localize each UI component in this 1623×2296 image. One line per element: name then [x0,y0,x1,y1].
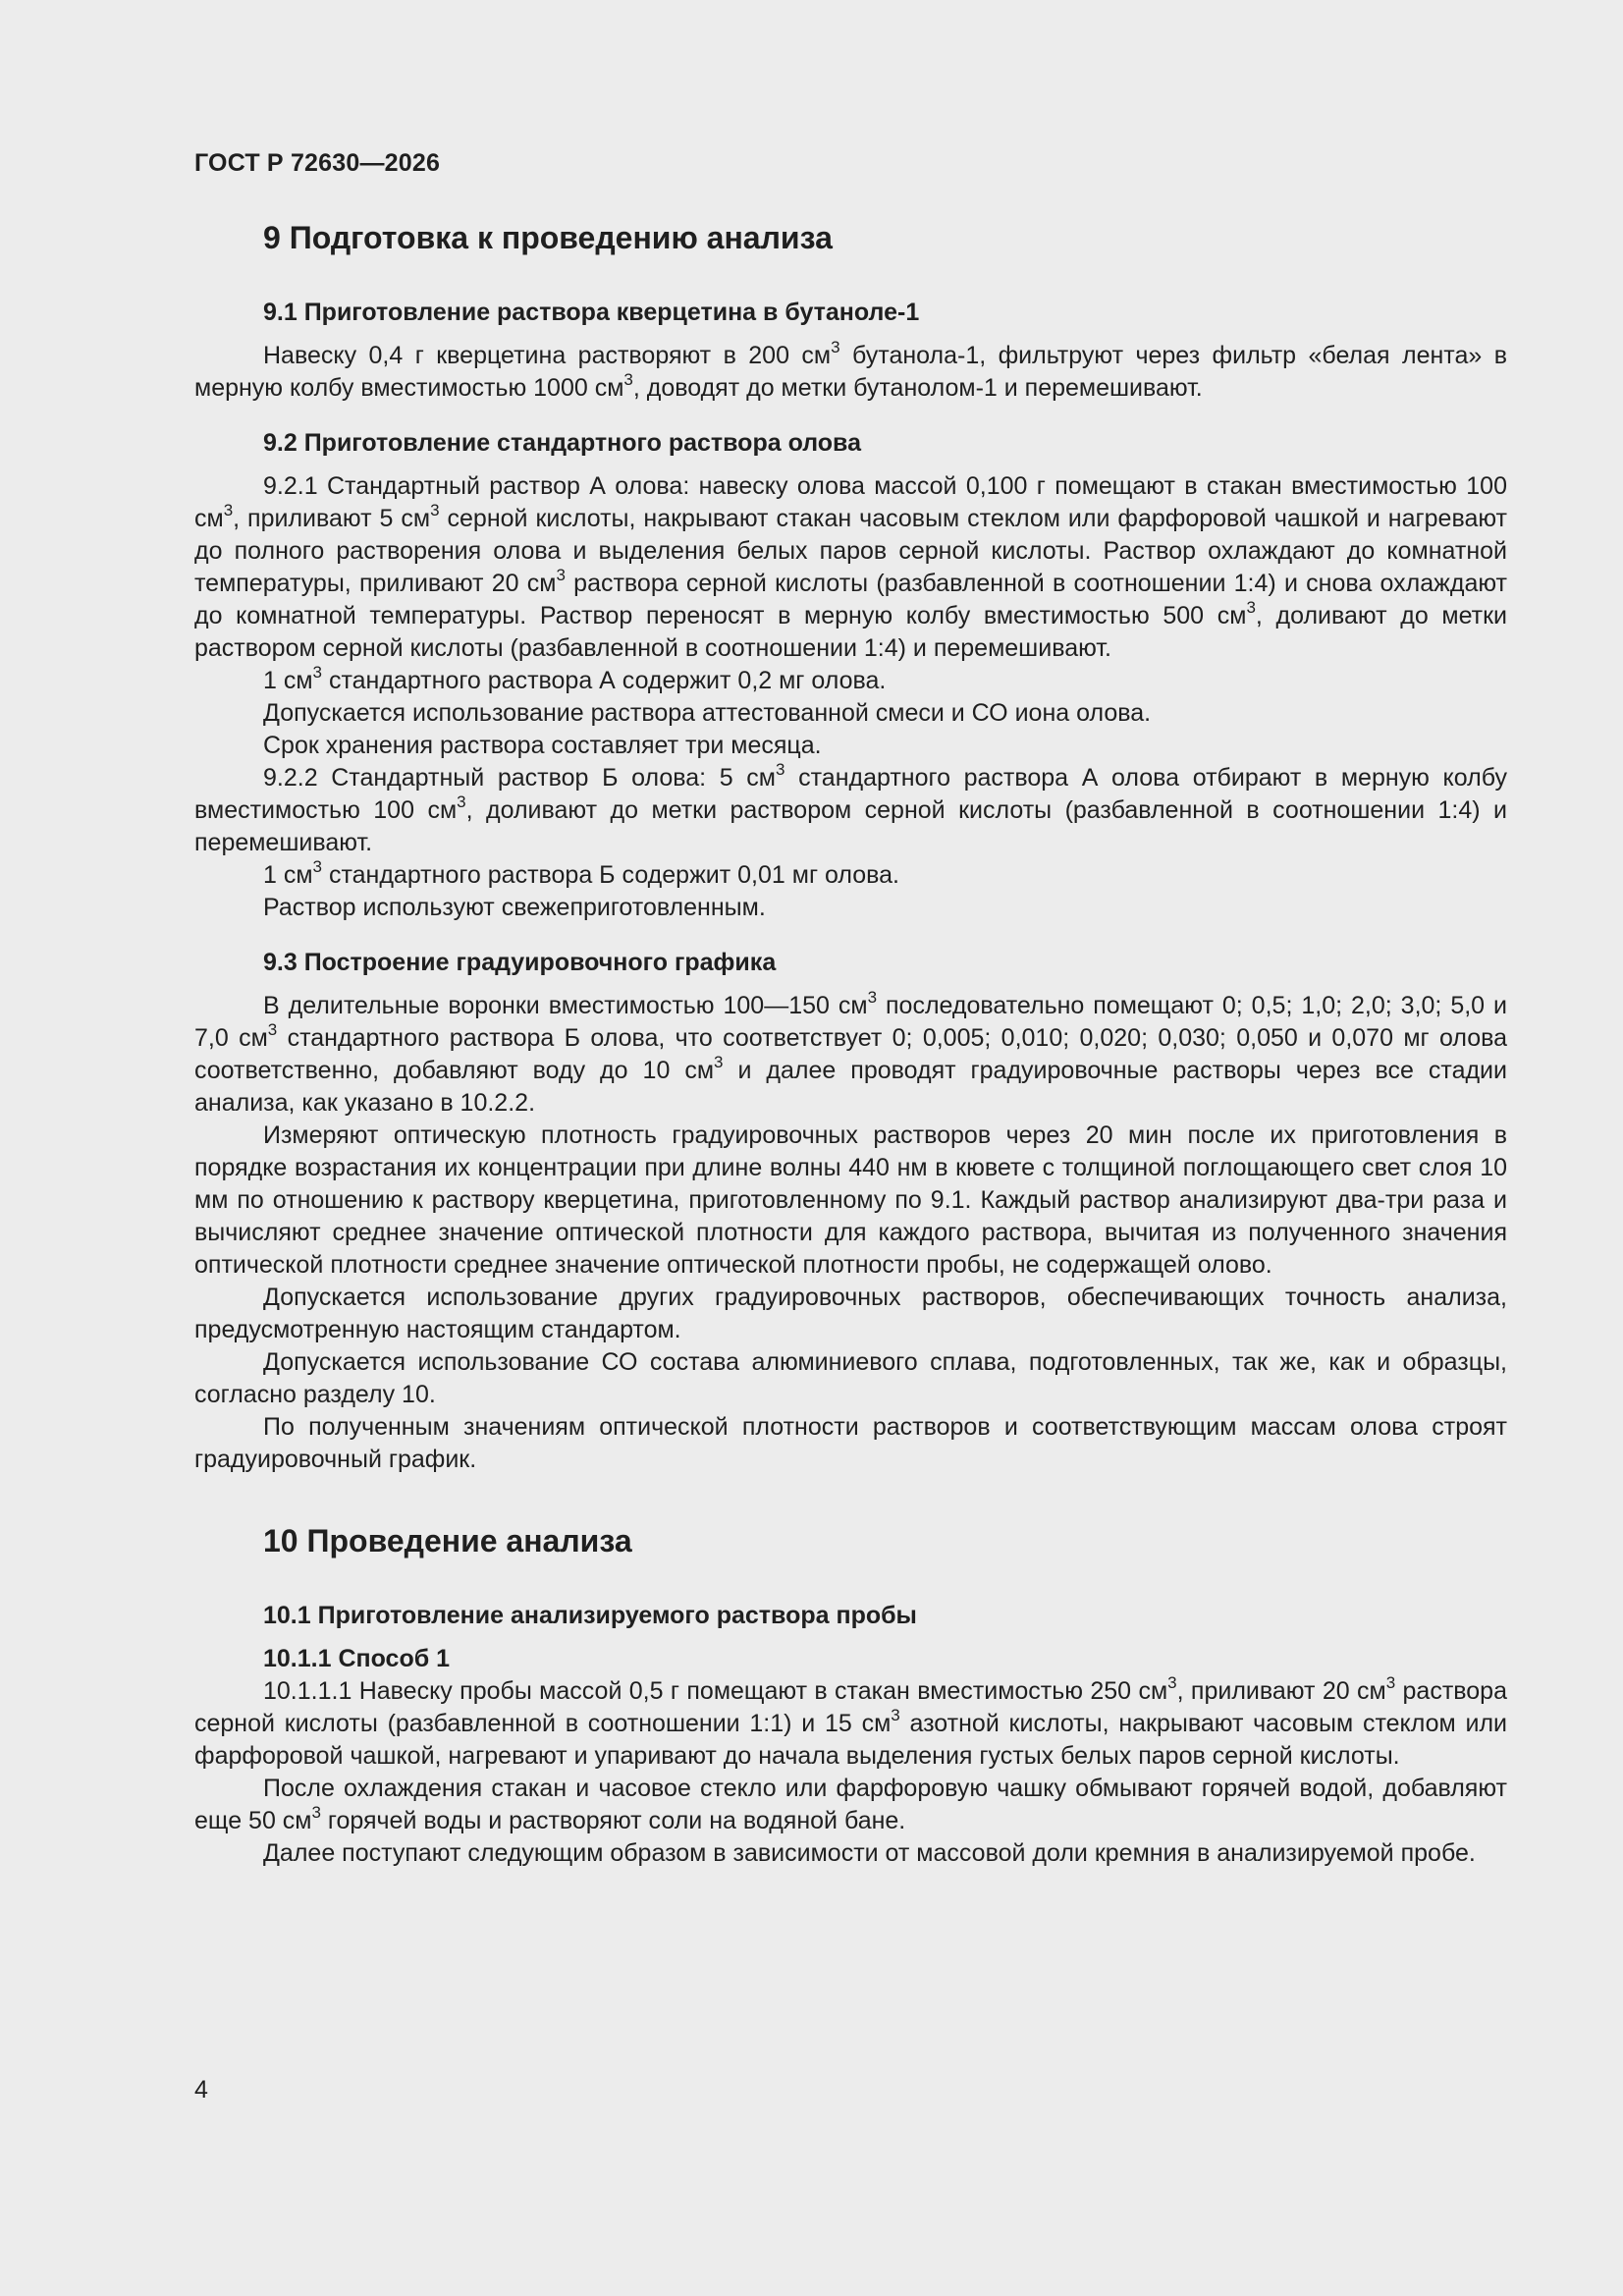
section-10-title: 10 Проведение анализа [263,1523,632,1558]
paragraph: В делительные воронки вместимостью 100—150 $см^3$ последовательно помещают 0; 0,5; 1,0; 2,0; 3,0; 5,0 и 7,0 $см^3$ стандартного раствора Б олова, что соответствует 0; 0,005; 0,010; 0,020; 0,030; 0,050 и 0,070 мг олова соответственно, добавляют воду до 10 $см^3$ и далее проводят градуировочные растворы через все стадии анализа, как указано в 10.2.2. [194,987,1508,1117]
section-10-1-title: 10.1 Приготовление анализируемого раствора пробы [263,1602,917,1629]
paragraph: 9.2.2 Стандартный раствор Б олова: 5 $см^3$ стандартного раствора А олова отбирают в мерную колбу вместимостью 100 $см^3$, доливают до метки раствором серной кислоты (разбавленной в соотношении 1:4) и перемешивают. [194,759,1507,856]
paragraph: Срок хранения раствора составляет три месяца. [263,732,822,759]
section-9-1-title: 9.1 Приготовление раствора кверцетина в бутаноле-1 [263,299,920,326]
section-gap [194,1476,1507,1521]
section-10-1-1-title: 10.1.1 Способ 1 [263,1645,451,1672]
paragraph: Допускается использование других градуировочных растворов, обеспечивающих точность анализа, предусмотренную настоящим стандартом. [194,1284,1507,1343]
section-9-title: 9 Подготовка к проведению анализа [263,220,833,255]
paragraph: 1 $см^3$ стандартного раствора Б содержит 0,01 мг олова. [263,856,899,889]
paragraph: Навеску 0,4 г кверцетина растворяют в 200 $см^3$ бутанола-1, фильтруют через фильтр «белая лента» в мерную колбу вместимостью 1000 $см^3$, доводят до метки бутанолом-1 и перемешивают. [194,337,1507,402]
section-9-2-title: 9.2 Приготовление стандартного раствора олова [263,429,861,457]
paragraph: 9.2.1 Стандартный раствор А олова: навеску олова массой 0,100 г помещают в стакан вместимостью 100 $см^3$, приливают 5 $см^3$ серной кислоты, накрывают стакан часовым стеклом или фарфоровой чашкой и нагревают до полного растворения олова и выделения белых паров серной кислоты. Раствор охлаждают до комнатной температуры, приливают 20 $см^3$ раствора серной кислоты (разбавленной в соотношении 1:4) и снова охлаждают до комнатной температуры. Раствор переносят в мерную колбу вместимостью 500 $см^3$, доливают до метки раствором серной кислоты (разбавленной в соотношении 1:4) и перемешивают. [194,472,1508,662]
paragraph: Допускается использование СО состава алюминиевого сплава, подготовленных, так же, как и образцы, согласно разделу 10. [194,1348,1507,1408]
page-content [194,218,1507,1870]
document-header: ГОСТ Р 72630—2026 [194,149,441,177]
paragraph: Далее поступают следующим образом в зависимости от массовой доли кремния в анализируемой пробе. [263,1839,1476,1867]
paragraph: Допускается использование раствора аттестованной смеси и СО иона олова. [263,699,1152,727]
paragraph: 1 $см^3$ стандартного раствора А содержит 0,2 мг олова. [263,662,887,694]
paragraph: После охлаждения стакан и часовое стекло или фарфоровую чашку обмывают горячей водой, добавляют еще 50 $см^3$ горячей воды и растворяют соли на водяной бане. [194,1775,1507,1834]
page-number: 4 [194,2076,208,2104]
paragraph: 10.1.1.1 Навеску пробы массой 0,5 г помещают в стакан вместимостью 250 $см^3$, приливают 20 $см^3$ раствора серной кислоты (разбавленной в соотношении 1:1) и 15 $см^3$ азотной кислоты, накрывают часовым стеклом или фарфоровой чашкой, нагревают и упаривают до начала выделения густых белых паров серной кислоты. [194,1672,1508,1770]
paragraph: По полученным значениям оптической плотности растворов и соответствующим массам олова строят градуировочный график. [194,1413,1507,1473]
paragraph: Раствор используют свежеприготовленным. [263,894,766,921]
section-9-3-title: 9.3 Построение градуировочного графика [263,949,777,976]
paragraph: Измеряют оптическую плотность градуировочных растворов через 20 мин после их приготовления в порядке возрастания их концентрации при длине волны 440 нм в кювете с толщиной поглощающего свет слоя 10 мм по отношению к раствору кверцетина, приготовленному по 9.1. Каждый раствор анализируют два-три раза и вычисляют среднее значение оптической плотности для каждого раствора, вычитая из полученного значения оптической плотности среднее значение оптической плотности пробы, не содержащей олово. [194,1121,1507,1279]
